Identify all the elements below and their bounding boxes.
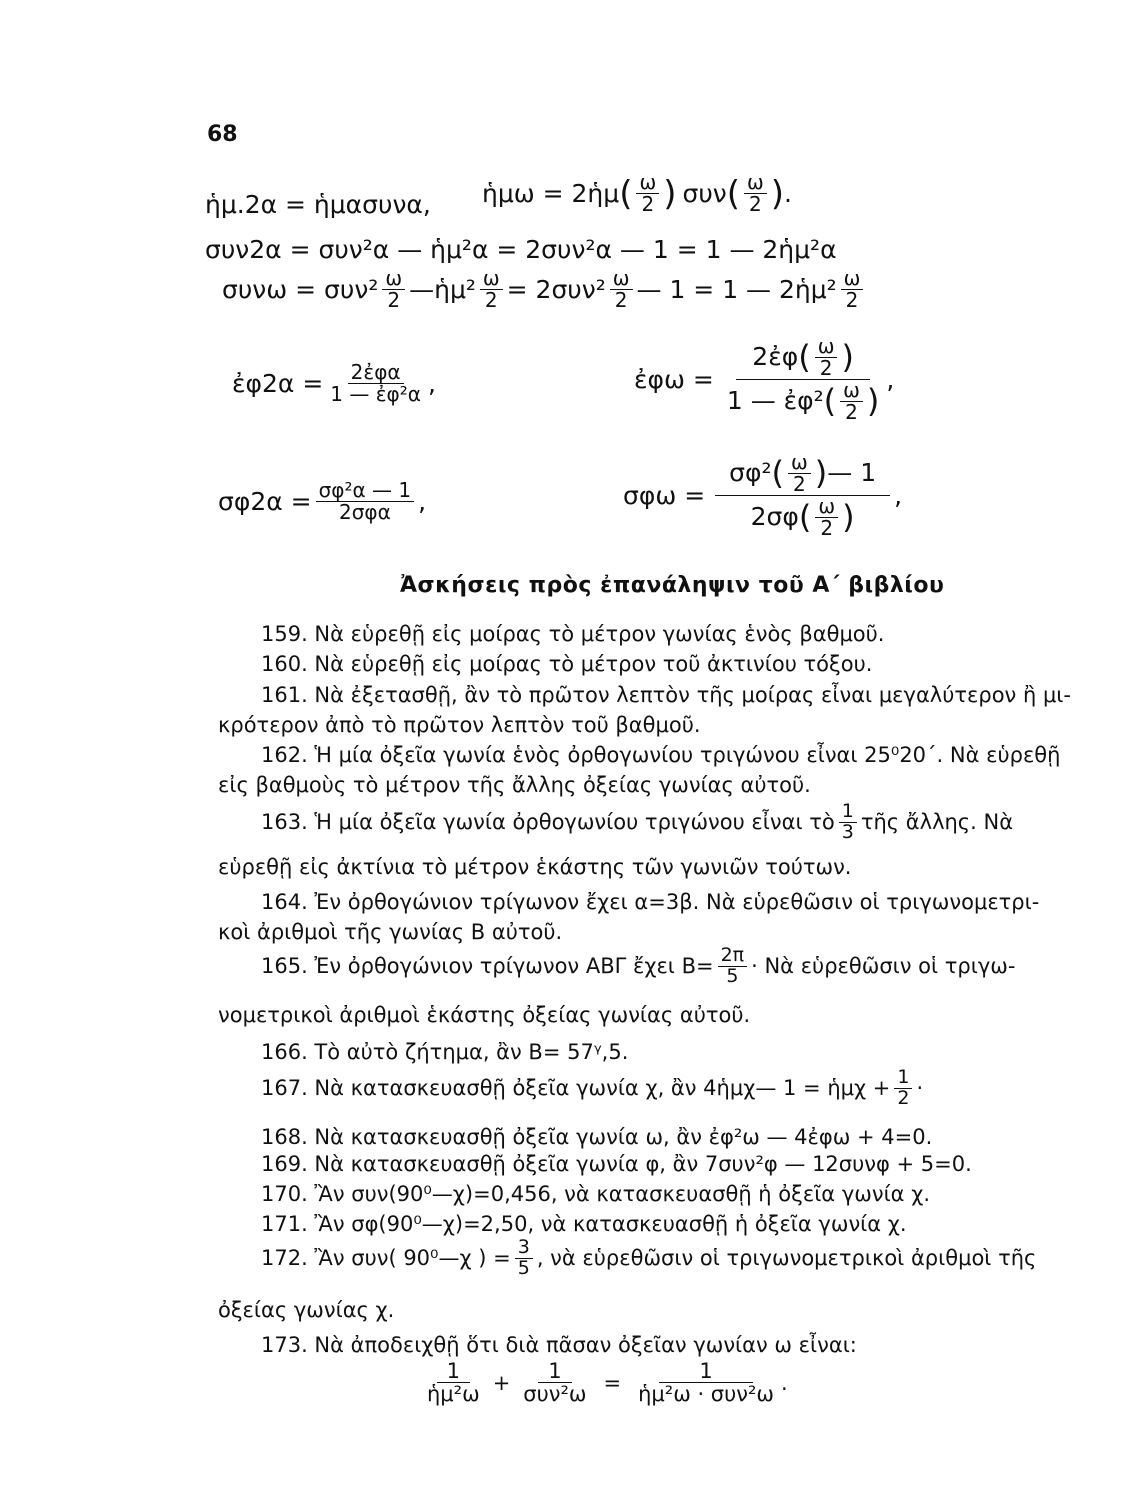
frac-den: 2 bbox=[845, 400, 858, 424]
exercise-165-line1 bbox=[261, 946, 1015, 987]
formula-sinw: ἡμω = 2ἡμ ( $\frac{\omega}{2}$ ) συν ( $\frac{\omega}{2}$ ) . bbox=[482, 170, 792, 216]
frac-den: 2 bbox=[484, 288, 498, 312]
exercise-172-text-b: , νὰ εὑρεθῶσιν οἱ τριγωνομετρικοὶ ἀριθμοὶ τῆς bbox=[536, 1246, 1037, 1271]
comma: , bbox=[886, 365, 895, 394]
exercise-169: 169. Νὰ κατασκευασθῇ ὀξεῖα γωνία φ, ἂν 7συν²φ — 12συνφ + 5=0. bbox=[261, 1152, 972, 1176]
exercise-165-text: 165. Ἐν ὀρθογώνιον τρίγωνον ΑΒΓ ἔχει Β= bbox=[261, 954, 714, 979]
tan2a-den: 1 — ἐφ²α bbox=[330, 382, 421, 406]
exercise-173-identity bbox=[420, 1360, 788, 1405]
frac-den: 2 bbox=[820, 516, 834, 540]
exercise-162-line2: εἰς βαθμοὺς τὸ μέτρον τῆς ἄλλης ὀξείας γωνίας αὐτοῦ. bbox=[218, 773, 811, 797]
exercise-170: 170. Ἂν συν(90⁰—χ)=0,456, νὰ κατασκευασθῇ ἡ ὀξεῖα γωνία χ. bbox=[261, 1182, 930, 1206]
frac-den: 3 bbox=[841, 820, 854, 843]
exercise-165-text-b: · Νὰ εὑρεθῶσιν οἱ τριγω- bbox=[751, 954, 1016, 979]
exercise-163-text-b: τῆς ἄλλης. Νὰ bbox=[860, 810, 1014, 835]
tanw-left: ἐφω = bbox=[634, 365, 714, 394]
exercise-163-line1 bbox=[261, 802, 1013, 843]
frac-den: ἡμ²ω · συν²ω bbox=[638, 1382, 775, 1407]
frac-num: 1 bbox=[659, 1360, 752, 1383]
cotw-num-a: σφ² bbox=[729, 458, 772, 488]
frac-num: ω bbox=[815, 336, 838, 358]
cosw-part-3: = 2συν² bbox=[506, 275, 606, 304]
frac-num: ω bbox=[610, 268, 633, 290]
exercise-160: 160. Νὰ εὑρεθῇ εἰς μοίρας τὸ μέτρον τοῦ ἀκτινίου τόξου. bbox=[261, 652, 873, 676]
exercise-163-line2: εὑρεθῇ εἰς ἀκτίνια τὸ μέτρον ἑκάστης τῶν γωνιῶν τούτων. bbox=[218, 855, 852, 879]
frac-num: 1 bbox=[538, 1360, 571, 1383]
frac-den: 2 bbox=[845, 288, 859, 312]
cosw-part-4: — 1 = 1 — 2ἡμ² bbox=[636, 275, 837, 304]
exercise-172-line1 bbox=[261, 1238, 1036, 1279]
formula-sin2a: ἡμ.2α = ἡμασυνα, bbox=[205, 190, 431, 219]
formula-tan2a bbox=[232, 362, 436, 405]
plus-sign: + bbox=[492, 1370, 511, 1395]
exercise-163-text: 163. Ἡ μία ὀξεῖα γωνία ὀρθογωνίου τριγώνου εἶναι τὸ bbox=[261, 810, 835, 835]
formula-tanw: ἐφω = 2ἐφ ( $\frac{\omega}{2}$ ) 1 — ἐφ² ( $\frac{\omega}{2}$ ) , bbox=[634, 334, 895, 424]
exercise-167-text-b: · bbox=[916, 1076, 924, 1101]
cotw-den: 2σφ bbox=[750, 502, 799, 532]
frac-den: συν²ω bbox=[523, 1382, 587, 1407]
comma: , bbox=[418, 487, 427, 516]
exercise-161-line1: 161. Νὰ ἐξετασθῇ, ἂν τὸ πρῶτον λεπτὸν τῆς μοίρας εἶναι μεγαλύτερον ἢ μι- bbox=[261, 683, 1071, 707]
formula-cosw bbox=[222, 268, 867, 311]
cot2a-num: σφ²α — 1 bbox=[316, 480, 415, 502]
frac-den: 2 bbox=[641, 192, 655, 216]
exercise-167-text: 167. Νὰ κατασκευασθῇ ὀξεῖα γωνία χ, ἂν 4ἡμχ— 1 = ἡμχ + bbox=[261, 1076, 891, 1101]
tan2a-left: ἐφ2α = bbox=[232, 369, 324, 398]
cosw-part-1: συνω = συν² bbox=[222, 275, 379, 304]
frac-num: 3 bbox=[515, 1238, 533, 1259]
tanw-num: 2ἐφ bbox=[752, 342, 799, 372]
frac-den: 2 bbox=[793, 472, 806, 496]
frac-num: 1 bbox=[437, 1360, 470, 1383]
section-title: Ἀσκήσεις πρὸς ἐπανάληψιν τοῦ Α΄ βιβλίου bbox=[400, 573, 945, 598]
formula-cos2a: συν2α = συν²α — ἡμ²α = 2συν²α — 1 = 1 — 2ἡμ²α bbox=[205, 235, 837, 264]
cot2a-den: 2σφα bbox=[338, 500, 391, 524]
equals-sign: = bbox=[603, 1370, 622, 1395]
cotw-num-b: — 1 bbox=[827, 458, 877, 488]
frac-den: 5 bbox=[726, 964, 739, 987]
frac-num: 1 bbox=[894, 1068, 912, 1089]
frac-den: 2 bbox=[614, 288, 628, 312]
frac-den: 5 bbox=[517, 1256, 530, 1279]
frac-num: ω bbox=[840, 380, 863, 402]
formula-sinw-end: . bbox=[784, 179, 792, 208]
frac-num: ω bbox=[815, 496, 838, 518]
formula-sinw-left: ἡμω = 2ἡμ bbox=[482, 179, 620, 208]
cot2a-left: σφ2α = bbox=[218, 487, 312, 516]
exercise-159: 159. Νὰ εὑρεθῇ εἰς μοίρας τὸ μέτρον γωνίας ἑνὸς βαθμοῦ. bbox=[261, 622, 885, 646]
exercise-172-text: 172. Ἂν συν( 90⁰—χ ) = bbox=[261, 1246, 511, 1271]
frac-num: 2π bbox=[718, 946, 748, 967]
frac-num: ω bbox=[382, 268, 405, 290]
frac-num: ω bbox=[788, 452, 811, 474]
frac-num: ω bbox=[744, 172, 767, 194]
comma: , bbox=[427, 369, 436, 398]
exercise-161-line2: κρότερον ἀπὸ τὸ πρῶτον λεπτὸν τοῦ βαθμοῦ. bbox=[218, 713, 701, 737]
exercise-166: 166. Τὸ αὐτὸ ζήτημα, ἂν Β= 57ᵞ,5. bbox=[261, 1040, 629, 1064]
cosw-part-2: —ἡμ² bbox=[409, 275, 476, 304]
exercise-162-line1: 162. Ἡ μία ὀξεῖα γωνία ἑνὸς ὀρθογωνίου τριγώνου εἶναι 25⁰20΄. Νὰ εὑρεθῇ bbox=[261, 743, 1061, 767]
period: . bbox=[781, 1370, 788, 1395]
frac-den: 2 bbox=[749, 192, 762, 216]
frac-den: 2 bbox=[819, 356, 833, 380]
formula-cot2a bbox=[218, 480, 426, 523]
frac-num: ω bbox=[480, 268, 503, 290]
page-number: 68 bbox=[207, 122, 238, 147]
frac-den: 2 bbox=[387, 288, 401, 312]
cotw-left: σφω = bbox=[623, 481, 706, 510]
tanw-den: 1 — ἐφ² bbox=[726, 386, 824, 416]
exercise-168: 168. Νὰ κατασκευασθῇ ὀξεῖα γωνία ω, ἂν ἐφ²ω — 4ἐφω + 4=0. bbox=[261, 1125, 933, 1149]
exercise-164-line1: 164. Ἐν ὀρθογώνιον τρίγωνον ἔχει α=3β. Νὰ εὑρεθῶσιν οἱ τριγωνομετρι- bbox=[261, 890, 1040, 914]
exercise-173: 173. Νὰ ἀποδειχθῇ ὅτι διὰ πᾶσαν ὀξεῖαν γωνίαν ω εἶναι: bbox=[261, 1333, 857, 1357]
frac-den: ἡμ²ω bbox=[427, 1382, 480, 1407]
exercise-165-line2: νομετρικοὶ ἀριθμοὶ ἑκάστης ὀξείας γωνίας αὐτοῦ. bbox=[218, 1003, 751, 1027]
exercise-172-line2: ὀξείας γωνίας χ. bbox=[218, 1298, 395, 1322]
exercise-171: 171. Ἂν σφ(90⁰—χ)=2,50, νὰ κατασκευασθῇ ἡ ὀξεῖα γωνία χ. bbox=[261, 1212, 907, 1236]
exercise-167 bbox=[261, 1068, 923, 1109]
comma: , bbox=[894, 481, 903, 510]
formula-cotw: σφω = σφ² ( $\frac{\omega}{2}$ ) — 1 2σφ ( $\frac{\omega}{2}$ ) , bbox=[623, 450, 903, 540]
frac-num: ω bbox=[841, 268, 864, 290]
tan2a-num: 2ἐφα bbox=[348, 362, 404, 384]
exercise-164-line2: κοὶ ἀριθμοὶ τῆς γωνίας Β αὐτοῦ. bbox=[218, 920, 563, 944]
frac-num: ω bbox=[636, 172, 659, 194]
frac-num: 1 bbox=[839, 802, 857, 823]
formula-sinw-mid: συν bbox=[682, 179, 727, 208]
frac-den: 2 bbox=[897, 1086, 910, 1109]
